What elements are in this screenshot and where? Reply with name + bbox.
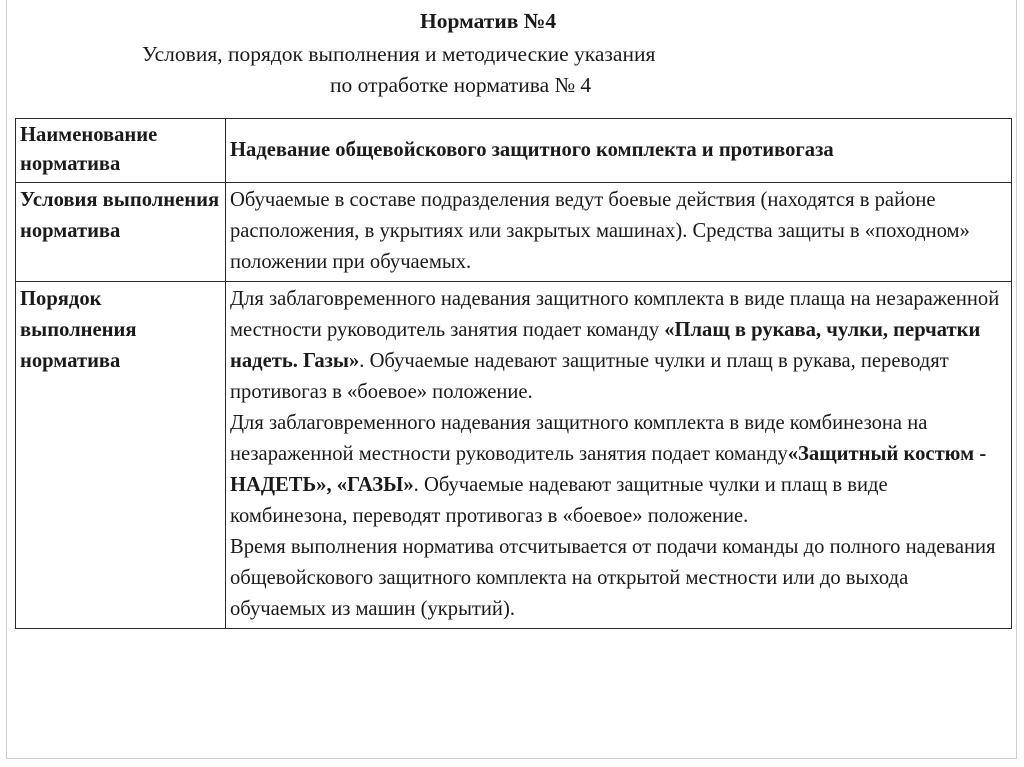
page-title: Норматив №4 xyxy=(420,9,557,33)
p2-command: «Защитный костюм - НАДЕТЬ», «ГАЗЫ» xyxy=(230,443,987,496)
page-subtitle-line-1: Условия, порядок выполнения и методические указания xyxy=(142,42,656,66)
row-value-procedure xyxy=(226,282,1012,629)
p2-text-after: . Обучаемые надевают защитные чулки и плащ в виде комбинезона, переводят противогаз в «боевое» положение. xyxy=(230,474,888,527)
procedure-paragraph-2 xyxy=(230,408,1008,532)
row-label-procedure: Порядок выполнения норматива xyxy=(16,282,226,629)
table-row-procedure xyxy=(16,282,1012,629)
p2-text-before: Для заблаговременного надевания защитного комплекта в виде комбинезона на незараженной местности руководитель занятия подает команду xyxy=(230,412,928,465)
row-label-conditions: Условия выполнения норматива xyxy=(16,183,226,282)
table-row-conditions xyxy=(16,183,1012,282)
table-row-name xyxy=(16,119,1012,183)
page-subtitle-line-2: по отработке норматива № 4 xyxy=(330,73,592,97)
p1-text-after: . Обучаемые надевают защитные чулки и плащ в рукава, переводят противогаз в «боевое» положение. xyxy=(230,350,949,403)
row-value-conditions: Обучаемые в составе подразделения ведут боевые действия (находятся в районе расположения, в укрытиях или закрытых машинах). Средства защиты в «походном» положении при обучаемых. xyxy=(226,183,1012,282)
row-label-name: Наименование норматива xyxy=(16,119,226,183)
procedure-paragraph-3: Время выполнения норматива отсчитывается от подачи команды до полного надевания общевойскового защитного комплекта на открытой местности или до выхода обучаемых из машин (укрытий). xyxy=(230,536,996,620)
row-value-name: Надевание общевойскового защитного комплекта и противогаза xyxy=(226,119,1012,183)
p1-command: «Плащ в рукава, чулки, перчатки надеть. Газы» xyxy=(230,319,981,372)
p1-text-before: Для заблаговременного надевания защитного комплекта в виде плаща на незараженной местности руководитель занятия подает команду xyxy=(230,288,1000,341)
norm-table xyxy=(15,118,1012,629)
procedure-paragraph-1 xyxy=(230,284,1008,408)
